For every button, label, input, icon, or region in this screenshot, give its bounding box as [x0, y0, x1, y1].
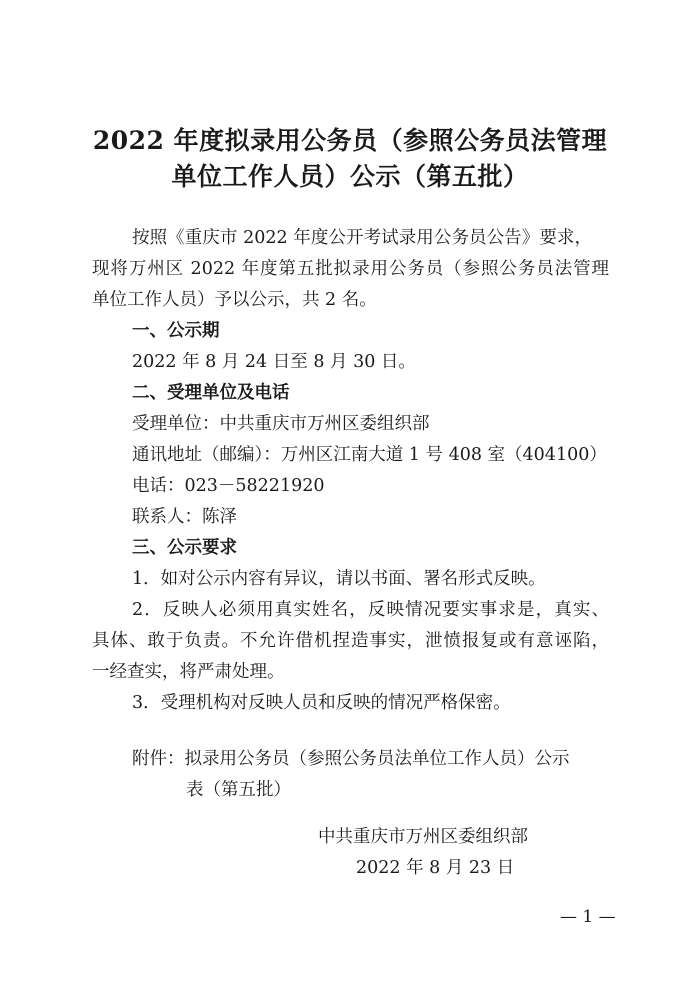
requirement-item-1: 1．如对公示内容有异议，请以书面、署名形式反映。: [132, 569, 546, 589]
attachment-line-2: 表（第五批）: [186, 780, 291, 800]
intro-line-2: 现将万州区 2022 年度第五批拟录用公务员（参照公务员法管理: [92, 259, 609, 279]
page-number: — 1 —: [560, 907, 616, 927]
receiving-unit-text: 受理单位：中共重庆市万州区委组织部: [132, 414, 430, 434]
document-title-line-2: 单位工作人员）公示（第五批）: [171, 162, 529, 191]
requirement-item-2-line-2: 具体、敢于负责。不允许借机捏造事实，泄愤报复或有意诬陷，: [92, 631, 609, 651]
signature-organization: 中共重庆市万州区委组织部: [318, 827, 528, 847]
signature-date: 2022 年 8 月 23 日: [356, 858, 515, 878]
mailing-address-text: 通讯地址（邮编）：万州区江南大道 1 号 408 室（404100）: [132, 445, 607, 465]
document-title-line-1: 2022 年度拟录用公务员（参照公务员法管理: [92, 126, 608, 155]
section-heading-contact: 二、受理单位及电话: [132, 383, 290, 403]
requirement-item-2-line-3: 一经查实，将严肃处理。: [92, 662, 285, 682]
requirement-item-3: 3．受理机构对反映人员和反映的情况严格保密。: [132, 693, 511, 713]
phone-text: 电话：023－58221920: [132, 476, 325, 496]
publicity-period-text: 2022 年 8 月 24 日至 8 月 30 日。: [132, 352, 416, 372]
attachment-line-1: 附件：拟录用公务员（参照公务员法单位工作人员）公示: [132, 749, 570, 769]
requirement-item-2-line-1: 2．反映人必须用真实姓名，反映情况要实事求是，真实、: [132, 600, 609, 620]
contact-person-text: 联系人：陈泽: [132, 507, 237, 527]
section-heading-requirements: 三、公示要求: [132, 538, 237, 558]
intro-line-1: 按照《重庆市 2022 年度公开考试录用公务员公告》要求，: [132, 228, 592, 248]
section-heading-publicity-period: 一、公示期: [132, 321, 220, 341]
intro-line-3: 单位工作人员）予以公示，共 2 名。: [92, 290, 377, 310]
